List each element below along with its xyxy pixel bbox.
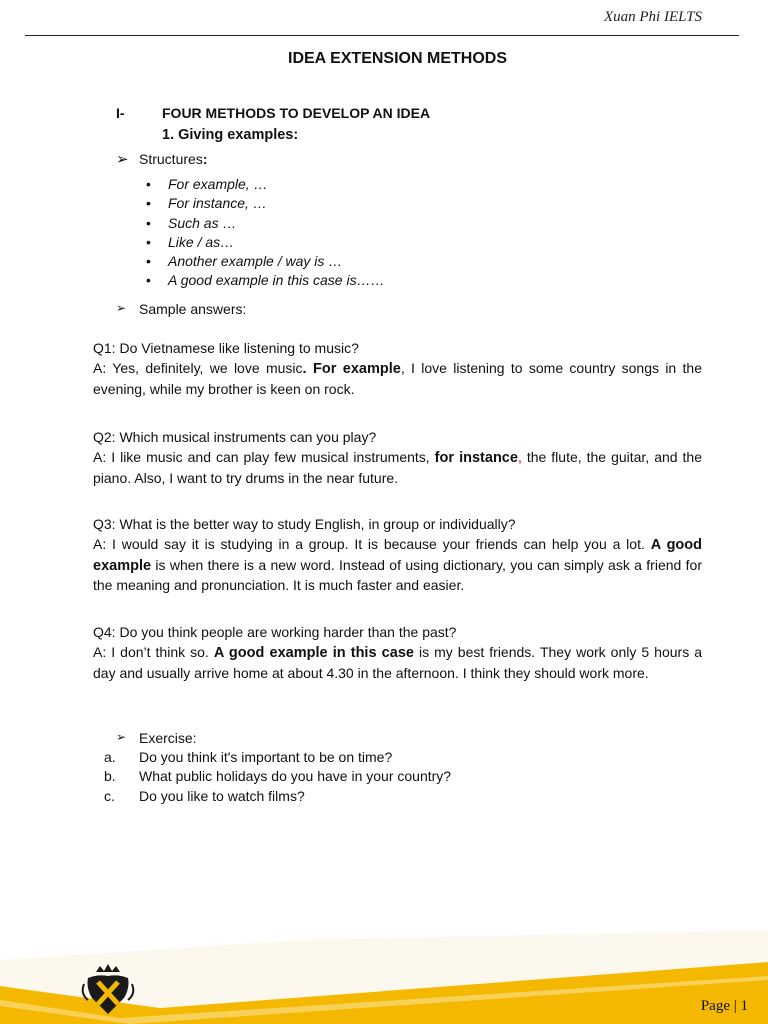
list-item [146,234,385,253]
question-text: Q2: Which musical instruments can you play? [93,429,377,445]
structures-label [139,151,207,167]
structures-colon: : [202,151,208,167]
answer-keyword: A good example in this case [213,645,414,661]
answer-suffix: , I love listening to some country songs in the evening, while my brother is keen on rock. [93,360,702,397]
question-text: Q4: Do you think people are working harder than the past? [93,624,457,640]
answer-text [93,359,702,399]
answer-text [93,643,702,683]
answer-prefix: A: I would say it is studying in a group. It is because your friends can help you a lot. [93,536,651,552]
list-item-text: For instance, … [168,195,267,212]
list-item-text: Like / as… [168,233,235,250]
answer-red-comma: , [517,449,522,465]
answer-suffix: is my best friends. They work only 5 hours a day and usually arrive home at about 4.30 in the afternoon. I think they should work more. [93,644,703,681]
answer-keyword: A good example [93,537,703,574]
list-item [146,253,385,272]
list-item [146,215,385,234]
exercise-label: Exercise: [139,730,197,746]
list-item-text: For example, … [168,176,268,192]
answer-suffix: the flute, the guitar, and the piano. Also, I want to try drums in the near future. [93,449,702,486]
bullet-dot-icon: • [146,233,151,250]
list-item [146,272,385,291]
exercise-item-marker: b. [104,768,116,784]
exercise-item-text: Do you like to watch films? [139,788,305,804]
sample-answers-label: Sample answers: [139,301,247,317]
qa-block-3 [93,515,702,596]
exercise-item-marker: a. [104,749,116,765]
exercise-item-text: What public holidays do you have in your country? [139,768,452,784]
bullet-dot-icon: • [146,272,151,289]
exercise-item-marker: c. [104,788,115,804]
bullet-dot-icon: • [146,176,151,192]
page-number: Page | 1 [700,998,748,1014]
qa-block-1 [93,339,702,399]
question-text: Q3: What is the better way to study English, in group or individually? [93,516,516,532]
answer-suffix: is when there is a new word. Instead of using dictionary, you can simply ask a friend for the meaning and pronunciation. It is much faster and easier. [93,556,702,593]
answer-text [93,535,702,596]
question-text: Q1: Do Vietnamese like listening to music? [93,340,359,356]
footer-decoration [0,900,768,1024]
qa-block-2 [93,428,702,488]
answer-text [93,448,702,488]
subsection-title: 1. Giving examples: [162,127,299,143]
arrow-bullet-icon: ➢ [116,301,127,315]
section-number: I- [116,105,125,121]
list-item [146,195,385,214]
answer-keyword: for instance [434,450,518,466]
answer-prefix: A: I don’t think so. [93,644,214,660]
list-item-text: A good example in this case is…… [168,272,385,289]
answer-prefix: A: I like music and can play few musical instruments, [93,449,435,465]
header-brand: Xuan Phi IELTS [603,9,702,25]
document-title: IDEA EXTENSION METHODS [288,50,507,67]
bullet-dot-icon: • [146,253,151,270]
qa-block-4 [93,623,702,683]
exercise-item-text: Do you think it's important to be on time? [139,749,393,765]
bullet-dot-icon: • [146,195,151,212]
structures-list [146,176,385,292]
structures-label-text: Structures [139,151,203,167]
section-title: FOUR METHODS TO DEVELOP AN IDEA [162,105,431,121]
list-item-text: Such as … [168,214,237,231]
list-item-text: Another example / way is … [168,253,343,270]
list-item [146,176,385,195]
bullet-dot-icon: • [146,214,151,231]
header-rule [25,35,739,36]
answer-prefix: A: Yes, definitely, we love music [93,360,303,376]
arrow-bullet-icon: ➢ [116,730,127,744]
answer-keyword: . For example [302,361,401,377]
arrow-bullet-icon: ➢ [116,151,129,168]
